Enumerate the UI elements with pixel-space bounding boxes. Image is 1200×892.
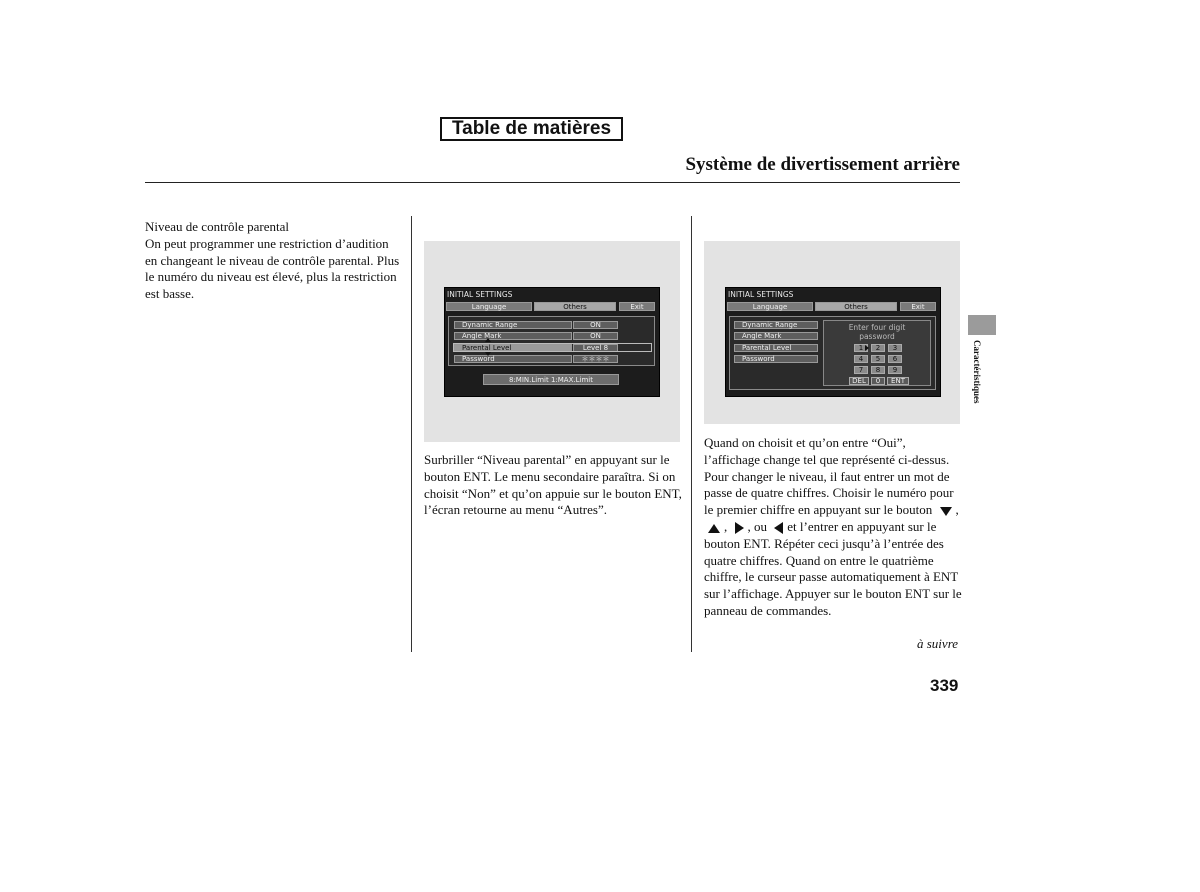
key-del[interactable]: DEL	[849, 377, 869, 385]
parental-description: On peut programmer une restriction d’audition en changeant le niveau de contrôle parental. Plus le numéro du niveau est élevé, plus la restriction est basse.	[145, 235, 400, 302]
caption-text: Surbriller “Niveau parental” en appuyant sur le bouton ENT. Le menu secondaire paraîtra. Si on choisit “Non” et qu’on appuie sur le bouton ENT, l’écran retourne au menu “Autres”.	[424, 452, 682, 518]
separator-1: ,	[955, 502, 959, 518]
key-6[interactable]: 6	[888, 355, 902, 363]
down-arrow-icon	[940, 507, 952, 516]
chapter-tab[interactable]	[968, 315, 996, 335]
value-parental-level: Level 8	[573, 344, 618, 352]
key-0[interactable]: 0	[871, 377, 885, 385]
key-9[interactable]: 9	[888, 366, 902, 374]
instructions-part1: Quand on choisit et qu’on entre “Oui”, l’affichage change tel que représenté ci-dessus. Pour changer le niveau, il faut entrer un mot de passe de quatre chiffres. Choisir le numéro pour le premier chiffre en appuyant sur le bouton	[704, 435, 954, 518]
tab-others[interactable]: Others	[815, 302, 897, 311]
screen-title: INITIAL SETTINGS	[728, 290, 794, 299]
tab-exit[interactable]: Exit	[900, 302, 936, 311]
key-ent[interactable]: ENT	[887, 377, 909, 385]
page-number: 339	[930, 676, 959, 695]
cursor-arrow-icon	[865, 345, 869, 351]
right-arrow-icon	[735, 522, 744, 534]
down-arrow-icon	[485, 352, 491, 356]
header-rule	[145, 182, 960, 183]
value-dynamic-range: ON	[573, 321, 618, 329]
key-1[interactable]: 1	[854, 344, 868, 352]
key-2[interactable]: 2	[871, 344, 885, 352]
key-4[interactable]: 4	[854, 355, 868, 363]
password-prompt-line2: password	[859, 332, 895, 341]
tab-others[interactable]: Others	[534, 302, 616, 311]
separator-4: et	[787, 518, 797, 534]
key-7[interactable]: 7	[854, 366, 868, 374]
row-parental-level[interactable]: Parental Level	[454, 344, 572, 352]
up-arrow-icon	[708, 524, 720, 533]
value-password: ＊＊＊＊	[573, 355, 618, 363]
row-parental-level[interactable]: Parental Level	[734, 344, 818, 352]
column-divider-2	[691, 216, 692, 652]
screen-title: INITIAL SETTINGS	[447, 290, 513, 299]
separator-3: , ou	[747, 518, 767, 534]
limit-bar: 8:MIN.Limit 1:MAX.Limit	[483, 374, 619, 385]
tab-language[interactable]: Language	[727, 302, 813, 311]
left-arrow-icon	[774, 522, 783, 534]
figure-1-screen	[444, 287, 660, 397]
instructions-part2: l’entrer en appuyant sur le bouton ENT. Répéter ceci jusqu’à l’entrée des quatre chiffres. Quand on entre le quatrième chiffre, le curseur passe automatiquement à ENT sur l’affichage. Appuyer sur le bouton ENT sur le panneau de commandes.	[704, 518, 962, 618]
table-of-contents-button[interactable]: Table de matières	[440, 117, 623, 141]
password-dialog	[823, 320, 931, 386]
continue-label: à suivre	[917, 636, 959, 651]
chapter-tab-label: Caractéristiques	[972, 340, 982, 404]
up-arrow-icon	[485, 338, 491, 342]
key-5[interactable]: 5	[871, 355, 885, 363]
value-angle-mark: ON	[573, 332, 618, 340]
right-column	[704, 435, 962, 620]
figure-2-screen	[725, 287, 941, 397]
left-column	[145, 219, 403, 303]
selection-highlight	[453, 343, 652, 352]
column-divider-1	[411, 216, 412, 652]
settings-panel	[729, 316, 936, 390]
row-dynamic-range[interactable]: Dynamic Range	[734, 321, 818, 329]
figure-1-caption	[424, 452, 682, 519]
row-password[interactable]: Password	[454, 355, 572, 363]
key-3[interactable]: 3	[888, 344, 902, 352]
separator-2: ,	[724, 518, 728, 534]
password-prompt-line1: Enter four digit	[848, 323, 906, 332]
row-angle-mark[interactable]: Angle Mark	[734, 332, 818, 340]
key-8[interactable]: 8	[871, 366, 885, 374]
section-title: Système de divertissement arrière	[685, 154, 960, 175]
settings-panel	[448, 316, 655, 366]
row-dynamic-range[interactable]: Dynamic Range	[454, 321, 572, 329]
tab-exit[interactable]: Exit	[619, 302, 655, 311]
tab-language[interactable]: Language	[446, 302, 532, 311]
row-password[interactable]: Password	[734, 355, 818, 363]
row-angle-mark[interactable]: Angle Mark	[454, 332, 572, 340]
parental-heading: Niveau de contrôle parental	[145, 219, 290, 234]
instructions	[704, 435, 962, 620]
